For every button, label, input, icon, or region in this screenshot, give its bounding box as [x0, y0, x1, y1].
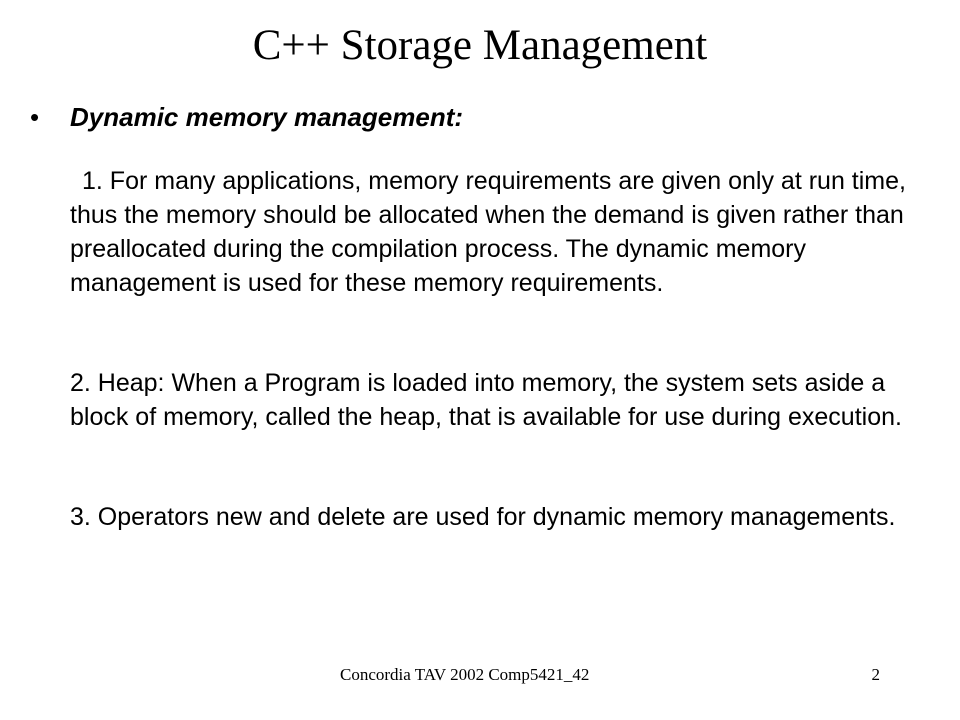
bullet-item: [30, 97, 910, 137]
bullet-heading: Dynamic memory management:: [70, 102, 464, 132]
paragraph-2: 2. Heap: When a Program is loaded into memory, the system sets aside a block of memory, called the heap, that is available for use during execution.: [70, 369, 902, 431]
paragraph-1: 1. For many applications, memory requirements are given only at run time, thus the memory should be allocated when the demand is given rather than preallocated during the compilation process. The dynamic memory management is used for these memory requirements.: [70, 167, 906, 297]
footer-text: Concordia TAV 2002 Comp5421_42: [340, 665, 590, 684]
paragraph-3: 3. Operators new and delete are used for dynamic memory managements.: [70, 503, 896, 531]
bullet-symbol: •: [30, 102, 40, 132]
slide-title: C++ Storage Management: [252, 22, 708, 69]
page-number: 2: [871, 665, 880, 684]
